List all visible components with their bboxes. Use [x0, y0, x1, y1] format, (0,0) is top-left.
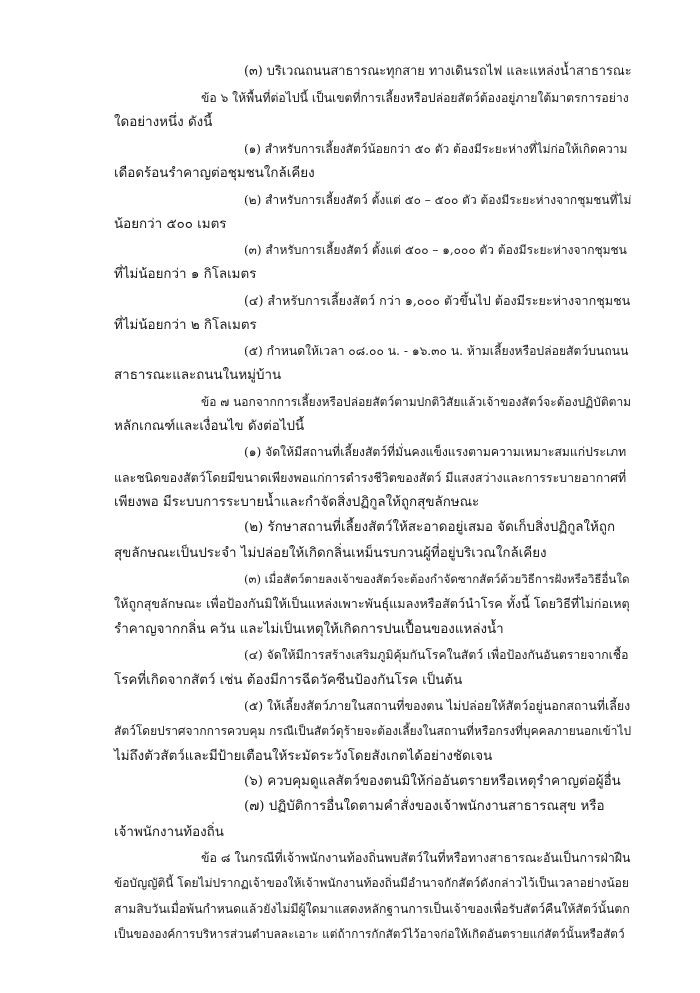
text-line: เพียงพอ มีระบบการระบายน้ำและกำจัดสิ่งปฏิกูลให้ถูกสุขลักษณะ — [114, 495, 480, 510]
text-line: (๓) บริเวณถนนสาธารณะทุกสาย ทางเดินรถไฟ และแหล่งน้ำสาธารณะ — [244, 64, 632, 79]
text-line: ที่ไม่น้อยกว่า ๒ กิโลเมตร — [114, 318, 257, 333]
text-line: ข้อ ๖ ให้พื้นที่ต่อไปนี้ เป็นเขตที่การเลี้ยงหรือปล่อยสัตว์ต้องอยู่ภายใต้มาตรการอย่าง — [201, 91, 629, 105]
text-line: ใดอย่างหนึ่ง ดังนี้ — [114, 115, 213, 130]
text-line: (๓) เมื่อสัตว์ตายลงเจ้าของสัตว์จะต้องกำจัดซากสัตว์ด้วยวิธีการฝังหรือวิธีอื่นใด — [244, 572, 630, 586]
text-line: ไม่ถึงตัวสัตว์และมีป้ายเตือนให้ระมัดระวังโดยสังเกตได้อย่างชัดเจน — [114, 749, 493, 764]
text-line: เดือดร้อนรำคาญต่อชุมชนใกล้เคียง — [114, 166, 315, 181]
text-line: สาธารณะและถนนในหมู่บ้าน — [114, 368, 282, 383]
text-line: (๑) จัดให้มีสถานที่เลี้ยงสัตว์ที่มั่นคงแข็งแรงตามความเหมาะสมแก่ประเภท — [244, 445, 627, 459]
text-line: ให้ถูกสุขลักษณะ เพื่อป้องกันมิให้เป็นแหล่งเพาะพันธุ์แมลงหรือสัตว์นำโรค ทั้งนี้ โดยวิธีที่ไม่ก่อเหตุ — [114, 596, 630, 611]
text-line: (๓) สำหรับการเลี้ยงสัตว์ ตั้งแต่ ๕๐๐ – ๑,๐๐๐ ตัว ต้องมีระยะห่างจากชุมชน — [244, 243, 627, 257]
text-line: โรคที่เกิดจากสัตว์ เช่น ต้องมีการฉีดวัคซีนป้องกันโรค เป็นต้น — [114, 673, 463, 688]
text-line: และชนิดของสัตว์โดยมีขนาดเพียงพอแก่การดำรงชีวิตของสัตว์ มีแสงสว่างและการระบายอากาศที่ — [114, 470, 627, 485]
text-line: น้อยกว่า ๕๐๐ เมตร — [114, 217, 227, 232]
text-line: ข้อบัญญัตินี้ โดยไม่ปรากฏเจ้าของให้เจ้าพนักงานท้องถิ่นมีอำนาจกักสัตว์ดังกล่าวไว้เป็นเวลาอย่างน้อย — [114, 876, 629, 890]
text-line: (๖) ควบคุมดูแลสัตว์ของตนมิให้ก่ออันตรายหรือเหตุรำคาญต่อผู้อื่น — [244, 774, 621, 789]
text-line: รำคาญจากกลิ่น ควัน และไม่เป็นเหตุให้เกิดการปนเปื้อนของแหล่งน้ำ — [114, 622, 504, 637]
text-line: (๒) รักษาสถานที่เลี้ยงสัตว์ให้สะอาดอยู่เสมอ จัดเก็บสิ่งปฏิกูลให้ถูก — [244, 520, 616, 535]
text-line: ข้อ ๘ ในกรณีที่เจ้าพนักงานท้องถิ่นพบสัตว์ในที่หรือทางสาธารณะอันเป็นการฝ่าฝืน — [201, 850, 631, 865]
text-line: (๕) ให้เลี้ยงสัตว์ภายในสถานที่ของตน ไม่ปล่อยให้สัตว์อยู่นอกสถานที่เลี้ยง — [244, 698, 631, 713]
text-line: เป็นขององค์การบริหารส่วนตำบลละเอาะ แต่ถ้าการกักสัตว์ไว้อาจก่อให้เกิดอันตรายแก่สัตว์นั้นหรือสัตว์ — [114, 927, 625, 941]
text-line: เจ้าพนักงานท้องถิ่น — [114, 825, 224, 840]
text-line: (๒) สำหรับการเลี้ยงสัตว์ ตั้งแต่ ๕๐ – ๕๐๐ ตัว ต้องมีระยะห่างจากชุมชนที่ไม่ — [244, 193, 632, 207]
text-line: (๔) จัดให้มีการสร้างเสริมภูมิคุ้มกันโรคในสัตว์ เพื่อป้องกันอันตรายจากเชื้อ — [244, 648, 629, 662]
text-line: (๑) สำหรับการเลี้ยงสัตว์น้อยกว่า ๕๐ ตัว ต้องมีระยะห่างที่ไม่ก่อให้เกิดความ — [244, 142, 628, 156]
text-line: (๗) ปฏิบัติการอื่นใดตามคำสั่งของเจ้าพนักงานสาธารณสุข หรือ — [244, 799, 605, 814]
text-line: (๕) กำหนดให้เวลา ๐๘.๐๐ น. - ๑๖.๓๐ น. ห้ามเลี้ยงหรือปล่อยสัตว์บนถนน — [244, 344, 629, 358]
text-line: สุขลักษณะเป็นประจำ ไม่ปล่อยให้เกิดกลิ่นเหม็นรบกวนผู้ที่อยู่บริเวณใกล้เคียง — [114, 546, 547, 561]
text-line: (๔) สำหรับการเลี้ยงสัตว์ กว่า ๑,๐๐๐ ตัวขึ้นไป ต้องมีระยะห่างจากชุมชน — [244, 293, 631, 308]
text-line: หลักเกณฑ์และเงื่อนไข ดังต่อไปนี้ — [114, 419, 305, 434]
text-line: ข้อ ๗ นอกจากการเลี้ยงหรือปล่อยสัตว์ตามปกติวิสัยแล้วเจ้าของสัตว์จะต้องปฏิบัติตาม — [201, 395, 632, 409]
text-line: สัตว์โดยปราศจากการควบคุม กรณีเป็นสัตว์ดุร้ายจะต้องเลี้ยงในสถานที่หรือกรงที่บุคคลภายนอกเข้าไป — [114, 724, 632, 738]
text-line: สามสิบวันเมื่อพ้นกำหนดแล้วยังไม่มีผู้ใดมาแสดงหลักฐานการเป็นเจ้าของเพื่อรับสัตว์คืนให้สัตว์นั้นตก — [114, 902, 630, 916]
text-line: ที่ไม่น้อยกว่า ๑ กิโลเมตร — [114, 267, 257, 282]
